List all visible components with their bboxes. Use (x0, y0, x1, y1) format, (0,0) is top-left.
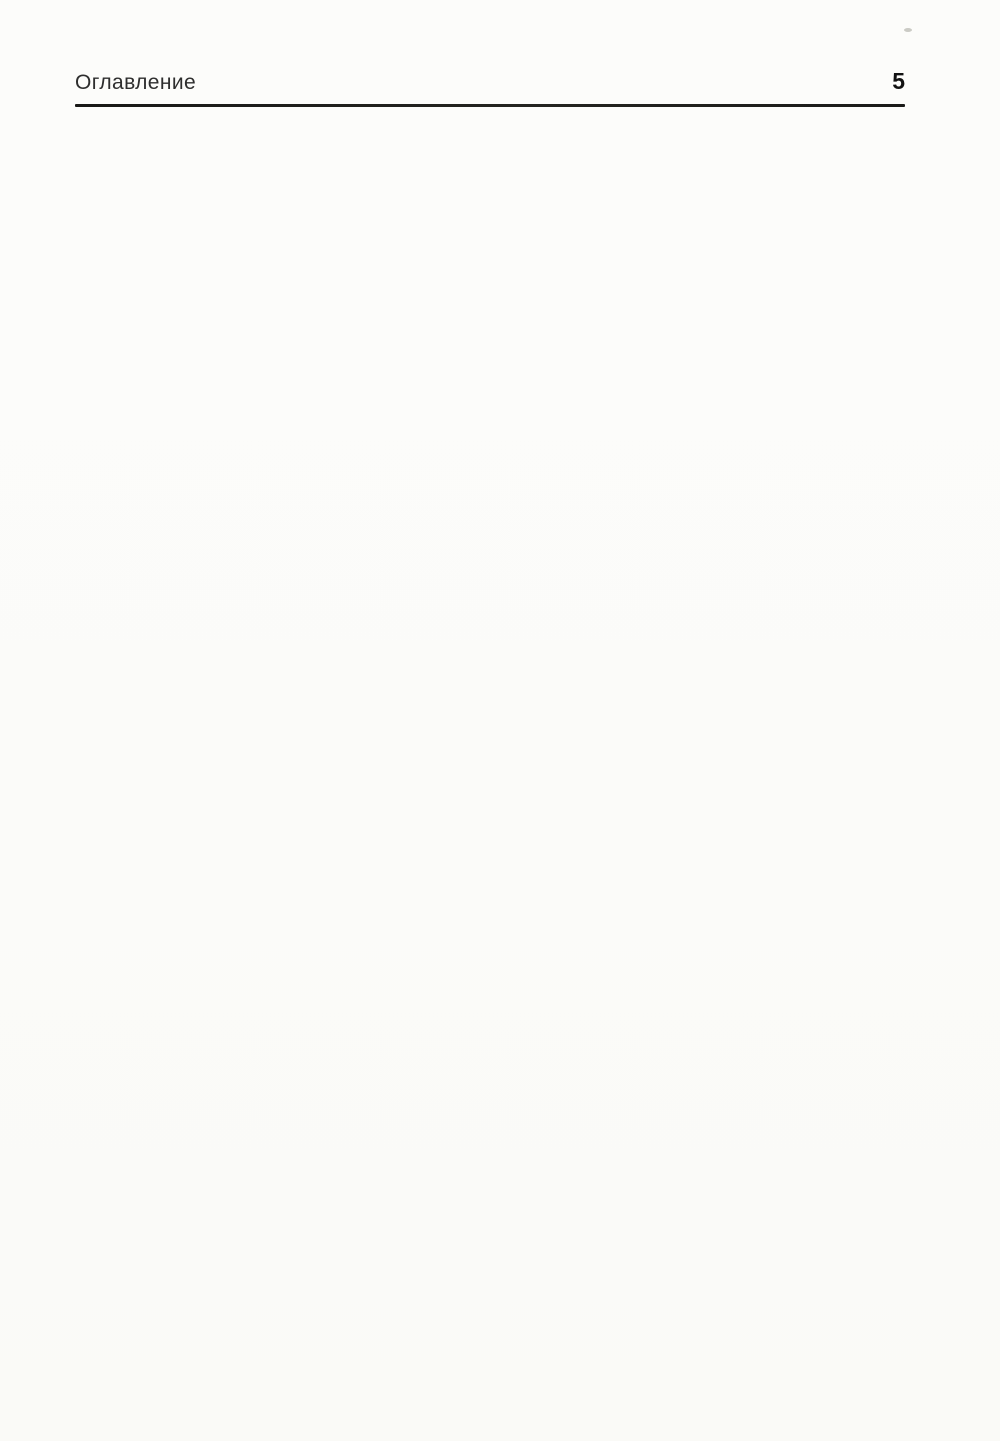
page-number: 5 (892, 68, 905, 94)
running-head-title: Оглавление (75, 71, 197, 94)
running-head (75, 0, 905, 107)
header-rule (75, 104, 905, 107)
scan-artifact-speck (904, 28, 912, 32)
